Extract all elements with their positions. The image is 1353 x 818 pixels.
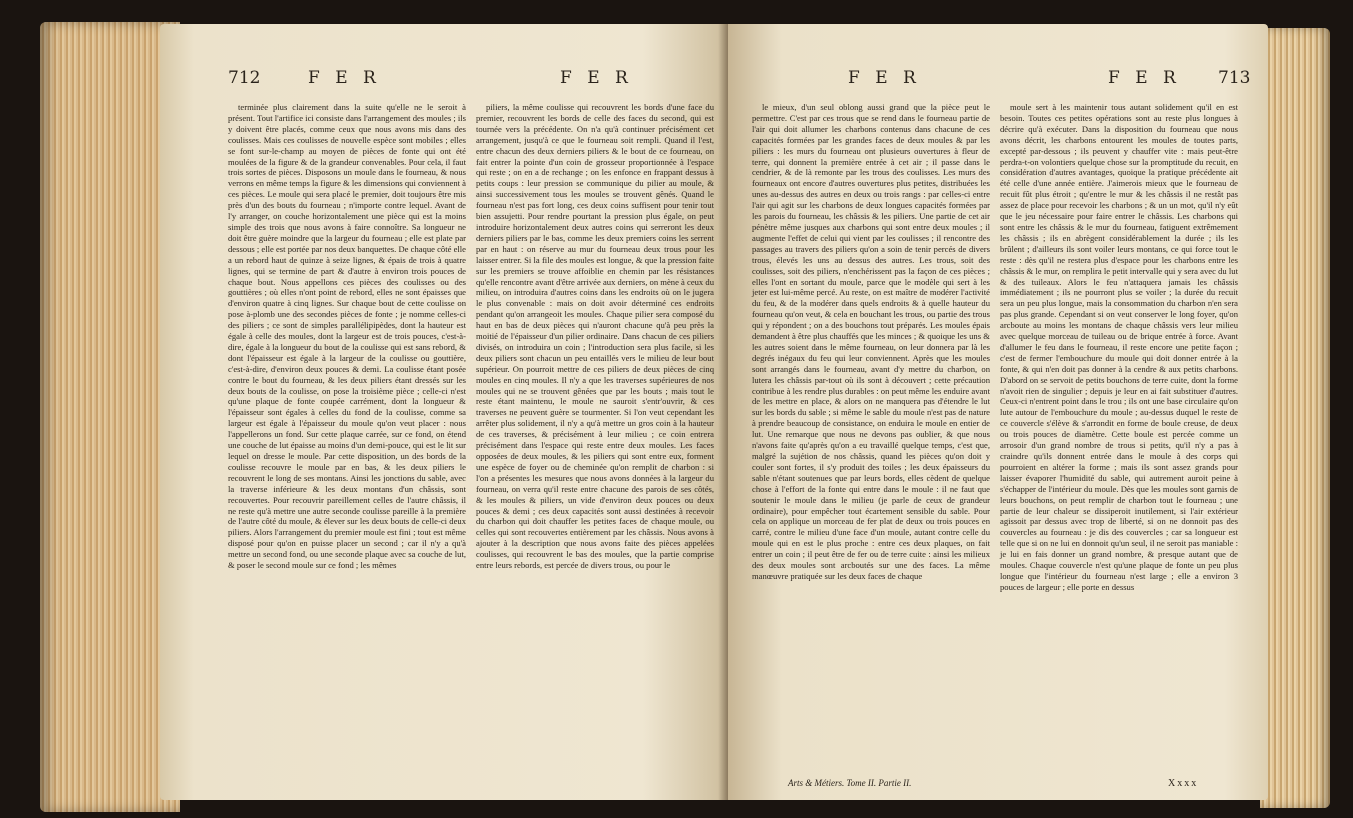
column-text: piliers, la même coulisse qui recouvrent les bords d'une face du premier, recouvrent les bords de celle des faces du second, qui est tournée vers la précédente. On n'a qu'à continuer précisément cet arrangement, jusqu'à ce que le fourneau soit rempli. Quand il l'est, entre chacun des deux derniers piliers & le bout de ce fourneau, on fait entrer la pointe d'un coin de grosseur proportionnée à l'espace qui reste ; on en a de rechange ; on les enfonce en frappant dessus à petits coups : leur pression se communique du pilier au moule, & ainsi successivement tous les moules se trouvent gênés. Quand le fourneau n'est pas fort long, ces deux coins suffisent pour tenir tout bien assujetti. Pour rendre pourtant la pression plus égale, on peut introduire horizontalement deux autres coins qui serreront les deux derniers piliers par le bas, comme les deux premiers coins les serrent par en haut : on réserve au mur du fourneau deux trous pour les laisser entrer. Si la file des moules est longue, & que la pression faite sur les premiers se trouve affoiblie en chemin par les résistances qu'elle rencontre avant d'être arrivée aux derniers, on mène à ceux du milieu, on introduira d'autres coins dans les endroits où on le jugera le plus convenable : mais on doit avoir déterminé ces endroits pendant qu'on arrangeoit les moules. Chaque pilier sera composé du haut en bas de deux pièces qui n'auront chacune qu'à peu près la moitié de l'épaisseur d'un pilier ordinaire. Dans chacun de ces piliers divisés, on introduira un coin ; l'introduction sera plus facile, si les deux piliers sont chacun un peu entaillés vers le milieu de leur bout supérieur. On pourroit mettre de ces piliers de deux pièces de cinq moules en cinq moules. Il n'y a que les traverses supérieures de nos moules qui ne se trouvent gênées que par les bouts ; mais tout le reste étant maintenu, le moule ne sauroit s'entr'ouvrir, & ces traverses ne peuvent guère se tourmenter. Si l'on veut cependant les arrêter plus solidement, il n'y a qu'à mettre un gros coin à la hauteur de ces traverses, & précisément à leur milieu ; ce coin entrera précisément dans l'espace qui reste entre deux moules. Les faces opposées de deux moules, & les piliers qui sont entre eux, forment une espèce de foyer ou de cheminée qu'on remplit de charbon : si l'on a présentes les mesures que nous avons données à la largeur du fourneau, on verra qu'il reste entre chacune des parois de ses côtés, & les moules & piliers, un vide d'environ deux pouces ou deux pouces & demi ; ces deux capacités sont aussi destinées à recevoir du charbon qui doit chauffer les petites faces de chaque moule, ou celles qui sont recouvertes entièrement par les châssis. Nous avons à ajouter à la description que nous avons faite des pièces appelées coulisses, qui recouvrent le bas des moules, que la partie comprise entre leurs rebords, est percée de divers trous, ou pour le bbox=[476, 102, 714, 571]
column-text: le mieux, d'un seul oblong aussi grand que la pièce peut le permettre. C'est par ces trous que se rend dans le fourneau partie de l'air qui doit allumer les charbons contenus dans chacune de ces capacités formées par les grandes faces de deux moules & par les piliers : les murs du fourneau ont plusieurs ouvertures à fleur de terre, qui donnent la première entrée à cet air ; il passe dans le cendrier, & de là remonte par les trous des coulisses. Les murs des fourneaux ont encore d'autres ouvertures plus petites, distribuées les unes au-dessus des autres en deux ou trois rangs : par celles-ci entre l'air qui agit sur les charbons de deux longues capacités formées par les parois du fourneau, les châssis & les piliers. Une partie de cet air pénètre même jusques aux charbons qui sont entre deux moules ; il augmente l'effet de celui qui vient par les coulisses ; il rencontre des passages au travers des piliers qu'on a soin de tenir percés de divers trous, élevés les uns au dessus des autres. Les trous, soit des coulisses, soit des piliers, n'enchérissent pas la façon de ces pièces ; elles l'ont en sortant du moule, parce que le modèle qui sert à les jeter est lui-même percé. Au reste, on est maître de modérer l'activité du feu, & de la modérer dans quels endroits & à quelle hauteur du fourneau qu'on veut, & cela en bouchant les trous, ou partie des trous qui y répondent ; on a des bouchons tout préparés. Les moules épais demandent à être plus chauffés que les minces ; & quoique les uns & les autres soient dans le même fourneau, on leur donnera par là les degrés inégaux du feu qui leur conviennent. Après que les moules sont arrangés dans le fourneau, avant d'y mettre du charbon, on lutera les châssis par-tout où ils sont à découvert ; cette précaution contribue à les rendre plus durables : on peut même les enduire avant de les mettre en place, & alors on ne manquera pas d'étendre le lut sur les bords du sable ; si même le sable du moule n'est pas de nature à prendre beaucoup de consistance, on enduira le moule en entier de lut. Une remarque que nous ne devons pas oublier, & que nous n'avons faite qu'après qu'on a eu travaillé quelque temps, c'est que, malgré la sujétion de nos châssis, quand les pièces qu'on doit y couler sont fortes, il s'y produit des toiles ; les deux épaisseurs du sable n'étant soutenues que par leurs bords, elles cèdent de quelque chose à l'effort de la fonte qui entre dans le moule : il ne faut que soutenir le moule dans le milieu (je parle de ceux de grandeur ordinaire), pour empêcher tout écartement sensible du sable. Pour cela on applique un morceau de fer plat de deux ou trois pouces en carré, contre le milieu d'une face d'un moule, autant contre celle du moule qui en est le plus proche : entre ces deux plaques, on fait entrer un coin ; il peut être de fer ou de terre cuite : ainsi les milieux des deux moules sont arcboutés sur une des faces. La même manœuvre pratiquée sur les deux faces de chaque bbox=[752, 102, 990, 581]
column-text: moule sert à les maintenir tous autant solidement qu'il en est besoin. Toutes ces petites opérations sont au reste plus longues à décrire qu'à exécuter. Dans la disposition du fourneau que nous avons décrit, les charbons entourent les moules de toutes parts, excepté par-dessous ; ils peuvent y chauffer vite : mais peut-être perdra-t-on volontiers quelque chose sur la promptitude du recuit, en considération d'autres avantages, quoique la pratique précédente ait été celle d'une année entière. J'aimerois mieux que le fourneau de recuit fût plus étroit ; qu'entre le mur & les châssis il ne restât pas assez de place pour recevoir les charbons ; & un un mot, qu'il n'y eût que le jeu nécessaire pour faire entrer le châssis. Les charbons qui sont entre les châssis & le mur du fourneau, fatiguent extrêmement les châssis ; ils en abrègent considérablement la durée ; ils les brûlent ; d'ailleurs ils sont voiler leurs montans, ce qui force tout le reste : dès qu'il ne restera plus d'espace pour les charbons entre les châssis & le mur, on remplira le petit intervalle qui y sera avec du lut & des tuileaux. Alors le feu n'attaquera jamais les châssis immédiatement ; ils ne pourront plus se voiler ; la durée du recuit sera un peu plus longue, mais la consommation du charbon n'en sera pas plus grande. Cependant si on veut conserver le long foyer, qu'on arcboute au moins les montans de chaque châssis vers leur milieu avec quelque morceau de tuileau ou de brique entrée à force. Avant d'allumer le feu dans le fourneau, il reste encore une petite façon ; c'est de fermer l'embouchure du moule qui doit donner entrée à la fonte, & qui n'en doit pas donner à la cendre & aux petits charbons. D'abord on se servoit de petits bouchons de terre cuite, dont la forme n'avoit rien de singulier ; depuis je leur en ai fait substituer d'autres. Ceux-ci n'entrent point dans le trou ; ils ont une base circulaire qu'on lute autour de l'embouchure du moule ; au-dessus duquel le reste de ce couvercle s'élève & s'arrondit en forme de boule creuse, de deux ou trois pouces de diamètre. Cette boule est percée comme un arrosoir d'un grand nombre de trous si petits, qu'il n'y a pas à craindre qu'ils donnent entrée dans le moule à des corps qui pourroient en altérer la forme ; mais ils sont assez grands pour laisser évaporer l'humidité du sable, qui autrement auroit peine à s'échapper de l'intérieur du moule. Dès que les moules sont garnis de leurs bouchons, on peut remplir de charbon tout le fourneau ; une partie de leur chaleur se dissiperoit inutilement, si l'air extérieur agissoit par dessus avec trop de liberté, si on ne donnoit pas des couvercles au fourneau : je dis des couvercles ; car sa longueur est telle que si on ne lui en donnoit qu'un seul, il ne seroit pas maniable : je lui en fais donner un grand nombre, & presque autant que de moules. Chaque couvercle n'est qu'une plaque de fonte un peu plus longue que l'intérieur du fourneau n'est large ; elle a environ 3 pouces de largeur ; elle porte en dessus bbox=[1000, 102, 1238, 592]
running-head: F E R bbox=[848, 68, 921, 88]
page-edges-left bbox=[40, 22, 180, 812]
text-column bbox=[752, 102, 990, 582]
signature-mark: Xxxx bbox=[1168, 778, 1199, 789]
running-head: F E R bbox=[308, 68, 381, 88]
text-column bbox=[476, 102, 714, 571]
text-column bbox=[228, 102, 466, 571]
page-number: 712 bbox=[228, 68, 261, 88]
column-text: terminée plus clairement dans la suite qu'elle ne le seroit à présent. Tout l'artifice ici consiste dans l'arrangement des moules ; ils y doivent être placés, comme ceux que nous avons mis dans des coulisses. Mais ces coulisses de nouvelle espèce sont mobiles ; elles se font sur-le-champ au moyen de pièces de fonte qui ont été moulées de la figure & de la grandeur convenables. Pour cela, il faut trois sortes de pièces. Disposons un moule dans le fourneau, & nous verrons en même temps la figure & les dimensions qui conviennent à ces pièces. Le moule qui sera placé le premier, doit toujours être mis près d'un des bouts du fourneau ; n'importe contre lequel. Avant de l'y arranger, on couche horizontalement une pièce qui est la moins simple des trois que nous avons à faire connoître. Sa longueur ne doit être guère moindre que la largeur du fourneau ; elle est plate par dessous ; elle est portée par nos deux banquettes. De chaque côté elle a un rebord haut de quinze à seize lignes, & épais de trois à quatre lignes, qui se termine de part & d'autre à environ trois pouces de chaque bout. Nous appellons ces pièces des coulisses ou des gouttières ; où elles n'ont point de rebord, elles ne sont épaisses que d'environ quatre à cinq lignes. Sur chaque bout de cette coulisse on pose à-plomb une des secondes pièces de fonte ; je nomme celles-ci des piliers ; ce sont de simples parallélipipèdes, dont la hauteur est égale à celle des moules, dont la largeur est de trois pouces, c'est-à-dire, égale à la longueur du bout de la coulisse qui est sans rebord, & dont l'épaisseur est égale à la largeur de la coulisse ou gouttière, c'est-à-dire, d'environ deux pouces & demi. La coulisse étant posée contre le bout du fourneau, & les deux piliers étant dressés sur les deux bouts de la coulisse, on pose la troisième pièce ; celle-ci n'est qu'une plaque de fonte coupée carrément, dont la longueur & l'épaisseur sont égales à celles du fond de la coulisse, comme sa largeur est égale à l'épaisseur du moule qu'on veut placer : nous l'appellerons un fond. Sur cette plaque carrée, sur ce fond, on étend une couche de lut épaisse au moins d'un demi-pouce, qui est le lit sur lequel on dresse le moule. Par cette disposition, un des bords de la coulisse recouvre le moule par en bas, & les deux piliers le recouvrent le long de ses montans. Ainsi les jonctions du sable, avec la traverse inférieure & les deux montans d'un châssis, sont recouvertes. Pour recouvrir pareillement celles de l'autre châssis, il ne reste qu'à mettre une autre seconde coulisse pareille à la première de l'autre côté du moule, & élever sur les deux bouts de celle-ci deux piliers. Alors l'arrangement du premier moule est fini ; tout est même disposé pour qu'on en puisse placer un second ; car il n'y a qu'à mettre un second fond, ou une seconde plaque avec sa couche de lut, & poser le second moule sur ce fond ; les mêmes bbox=[228, 102, 466, 571]
text-column bbox=[1000, 102, 1238, 593]
running-head: F E R bbox=[560, 68, 633, 88]
running-head: F E R bbox=[1108, 68, 1181, 88]
open-book bbox=[40, 8, 1330, 814]
page-number: 713 bbox=[1218, 68, 1251, 88]
page-footer: Arts & Métiers. Tome II. Partie II. bbox=[788, 778, 912, 788]
page-edges-right bbox=[1260, 28, 1330, 808]
right-page bbox=[728, 24, 1268, 800]
left-page bbox=[160, 24, 728, 800]
